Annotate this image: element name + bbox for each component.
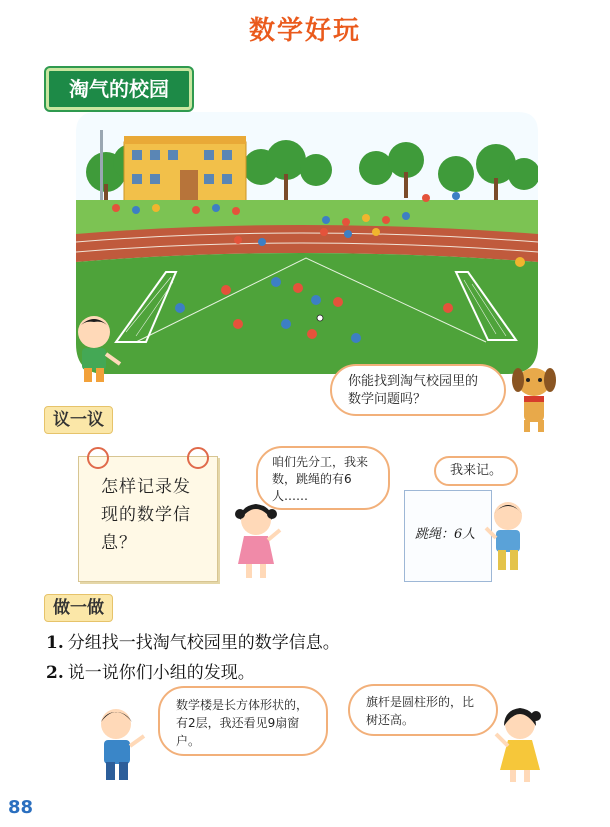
practice-tag: 做一做	[44, 594, 113, 622]
girl-pointing-illustration	[490, 706, 550, 788]
question-bubble: 你能找到淘气校园里的数学问题吗？	[330, 364, 506, 416]
practice-item-number: 1.	[46, 633, 64, 653]
pin-icon	[87, 447, 109, 469]
girl-illustration	[228, 500, 286, 586]
boy-pointing-illustration	[92, 706, 148, 788]
record-board	[404, 490, 492, 582]
boy-speech-bubble: 我来记。	[434, 456, 518, 486]
section-banner: 淘气的校园	[46, 68, 192, 110]
campus-illustration	[76, 112, 538, 374]
dog-illustration	[506, 362, 564, 436]
flagpole-speech-bubble: 旗杆是圆柱形的，比树还高。	[348, 684, 498, 736]
pin-icon	[187, 447, 209, 469]
board-text: 跳绳：6人	[415, 527, 476, 542]
discuss-tag: 议一议	[44, 406, 113, 434]
practice-item-number: 2.	[46, 663, 64, 683]
building-speech-bubble: 数学楼是长方体形状的，有2层，我还看见9扇窗户。	[158, 686, 328, 756]
girl-speech-bubble: 咱们先分工，我来数，跳绳的有6人……	[256, 446, 390, 510]
practice-item-text: 说一说你们小组的发现。	[67, 663, 255, 683]
page-number: 88	[8, 797, 34, 818]
page-title: 数学好玩	[248, 16, 361, 46]
boy-writing-illustration	[484, 498, 530, 582]
practice-item-text: 分组找一找淘气校园里的数学信息。	[67, 633, 340, 653]
practice-item-2	[46, 658, 255, 683]
practice-item-1	[46, 628, 340, 653]
note-text: 怎样记录发现的数学信息？	[101, 477, 191, 553]
boy-illustration	[64, 312, 126, 388]
note-card	[78, 456, 218, 582]
